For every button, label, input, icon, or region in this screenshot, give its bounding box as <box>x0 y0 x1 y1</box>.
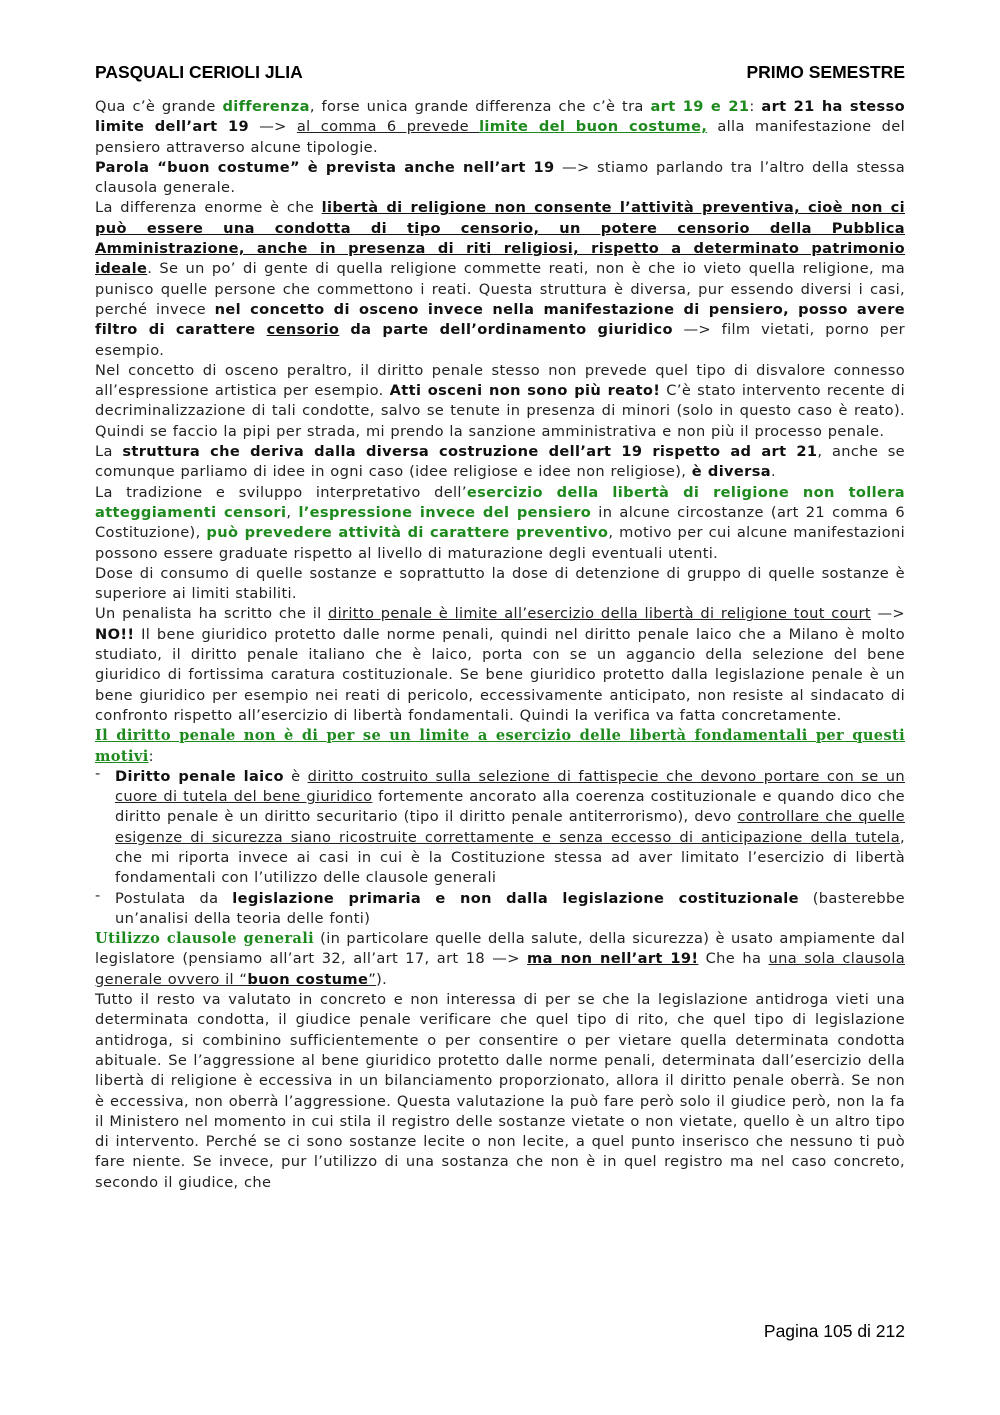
page-body <box>95 97 905 1193</box>
text: (in particolare quelle della salute, della sicurezza) è usato ampiamente dal legislatore (pensiamo all’art 32, all’art 17, art 18 —> <box>95 930 905 968</box>
highlight-text: limite del buon costume, <box>479 118 708 136</box>
text: Che ha <box>698 950 769 968</box>
highlight-text: art 19 e 21 <box>650 98 750 115</box>
paragraph-2 <box>95 158 905 199</box>
paragraph-10 <box>95 929 905 990</box>
text: La tradizione e sviluppo interpretativo dell’ <box>95 483 467 501</box>
text: C’è stato intervento recente di decriminalizzazione di tali condotte, salvo se tenute in presenza di minori (solo in questo caso è reato). Quindi se faccio la pipi per strada, mi prendo la sanzione amministrativa e non più il processo penale. <box>95 382 905 440</box>
section-heading: Il diritto penale non è di per se un limite a esercizio delle libertà fondamentali per questi motivi <box>95 727 905 765</box>
bold-text: da parte dell’ordinamento giuridico <box>339 321 673 339</box>
text: Qua c’è grande <box>95 98 223 115</box>
text: —> film vietati, porno per esempio. <box>95 321 905 359</box>
bold-text: nel concetto di osceno invece nella manifestazione di pensiero, posso avere filtro di carattere <box>95 300 905 339</box>
text: , motivo per cui alcune manifestazioni possono essere graduate rispetto al livello di maturazione degli eventuali utenti. <box>95 524 905 562</box>
header-author: PASQUALI CERIOLI JLIA <box>95 62 303 82</box>
text: —> stiamo parlando tra l’altro della stessa clausola generale. <box>95 158 905 197</box>
header-semester: PRIMO SEMESTRE <box>746 62 905 82</box>
paragraph-6 <box>95 483 905 564</box>
text: Postulata da <box>115 889 233 907</box>
highlight-text: differenza <box>222 98 310 115</box>
underlined-text: una sola clausola generale ovvero il “ <box>95 950 906 988</box>
text: La <box>95 443 123 461</box>
text: ). <box>376 970 388 988</box>
highlight-text: può prevedere attività di carattere preventivo <box>206 524 609 542</box>
text: alla manifestazione del pensiero attraverso alcune tipologie. <box>95 118 905 156</box>
bold-text: Diritto penale laico <box>115 767 284 785</box>
underlined-text: ” <box>368 970 377 988</box>
text: , <box>286 503 299 521</box>
bold-underlined-text: libertà di religione non consente l’attività preventiva, cioè non ci può essere una condotta di tipo censorio, un potere censorio della Pubblica Amministrazione, anche in presenza di riti religiosi, rispetto a determinato patrimonio ideale <box>95 199 905 278</box>
text: in alcune circostanze (art 21 comma 6 Costituzione), <box>95 503 905 542</box>
underlined-text: diritto penale è limite all’esercizio della libertà di religione tout court <box>328 605 871 623</box>
list-item <box>95 764 906 889</box>
bold-text: struttura che deriva dalla diversa costruzione dell’art 19 rispetto ad art 21 <box>122 443 818 461</box>
paragraph-3 <box>95 198 905 360</box>
dash-list <box>95 764 906 929</box>
text: La differenza enorme è che <box>95 199 322 217</box>
bold-text: legislazione primaria e non dalla legislazione costituzionale <box>232 889 799 907</box>
text: Il bene giuridico protetto dalle norme penali, quindi nel diritto penale laico che a Milano è molto studiato, il diritto penale italiano che è laico, porta con se un aggancio della selezione del bene giuridico di fortissima caratura costituzionale. Se bene giuridico protetto dalla legislazione penale è un bene giuridico per esempio nei reati di pericolo, eccessivamente anticipato, non resiste al sindacato di confronto rispetto all’esercizio di libertà fondamentali. Quindi la verifica va fatta concretamente. <box>95 625 905 724</box>
bold-text: è diversa <box>691 463 771 481</box>
underlined-text: al comma 6 prevede <box>296 118 480 136</box>
text: è <box>283 767 308 785</box>
paragraph-4 <box>95 361 905 442</box>
list-item <box>95 886 905 930</box>
paragraph-1 <box>95 97 905 158</box>
text: : <box>148 747 154 765</box>
paragraph-5 <box>95 442 905 483</box>
text: , anche se comunque parliamo di idee in ogni caso (idee religiose e idee non religiose), <box>95 443 905 481</box>
page-header <box>95 62 905 86</box>
paragraph-9 <box>95 726 905 767</box>
dash-marker: - <box>95 764 101 782</box>
text: . <box>770 463 776 481</box>
bold-text: Parola “buon costume” è prevista anche nell’art 19 <box>95 158 555 176</box>
paragraph-7: Dose di consumo di quelle sostanze e soprattutto la dose di detenzione di gruppo di quelle sostanze è superiore ai limiti stabiliti. <box>95 564 905 603</box>
bold-underlined-text: buon costume <box>247 970 369 988</box>
bold-text: NO!! <box>95 625 135 643</box>
text: fortemente ancorato alla coerenza costituzionale e quando dico che diritto penale è un diritto securitario (tipo il diritto penale antiterrorismo), devo <box>115 788 906 826</box>
text: Nel concetto di osceno peraltro, il diritto penale stesso non prevede quel tipo di disvalore connesso all’espressione artistica per esempio. <box>95 361 905 400</box>
highlight-text: l’espressione invece del pensiero <box>298 503 592 521</box>
bold-underlined-text: censorio <box>266 321 340 339</box>
bold-text: Atti osceni non sono più reato! <box>389 382 661 400</box>
text: . Se un po’ di gente di quella religione commette reati, non è che io vieto quella religione, ma punisco quelle persone che commettono i reati. Questa struttura è diversa, pur essendo diversi i casi, perché invece <box>95 260 905 318</box>
text: —> <box>249 118 297 136</box>
bold-underlined-text: ma non nell’art 19! <box>527 950 699 968</box>
dash-marker: - <box>95 886 101 904</box>
text: (basterebbe un’analisi della teoria delle fonti) <box>115 889 905 927</box>
text: , che mi riporta invece ai casi in cui è la Costituzione stessa ad aver limitato l’esercizio di libertà fondamentali con l’utilizzo delle clausole generali <box>115 828 905 887</box>
page-number: Pagina 105 di 212 <box>763 1321 905 1341</box>
paragraph-11: Tutto il resto va valutato in concreto e non interessa di per se che la legislazione antidroga vieti una determinata condotta, il giudice penale verificare che quel tipo di rito, che quel tipo di legislazione antidroga, si combinino sufficientemente o per consentire o per vietare quella determinata condotta abituale. Se l’aggressione al bene giuridico protetto dalle norme penali, determinata dall’esercizio della libertà di religione è eccessiva in un bilanciamento proporzionato, allora il diritto penale oberrà. Se non è eccessiva, non oberrà l’aggressione. Questa valutazione la può fare però solo il giudice però, non la fa il Ministero nel momento in cui stila il registro delle sostanze vietate o non vietate, quello è un altro tipo di intervento. Perché se ci sono sostanze lecite o non lecite, a quel punto inserisco che nessuno ti può fare niente. Se invece, pur l’utilizzo di una sostanza che non è in quel registro ma nel caso concreto, secondo il giudice, che <box>95 991 905 1191</box>
paragraph-8 <box>95 604 905 726</box>
text: , forse unica grande differenza che c’è tra <box>309 98 651 115</box>
text: : <box>749 98 762 115</box>
text: Un penalista ha scritto che il <box>95 605 329 623</box>
highlight-text: esercizio della libertà di religione non tollera atteggiamenti censori <box>95 483 905 521</box>
text: —> <box>870 605 905 623</box>
bold-text: art 21 ha stesso limite dell’art 19 <box>95 98 905 136</box>
highlight-text: Utilizzo clausole generali <box>95 930 314 948</box>
underlined-text: diritto costruito sulla selezione di fattispecie che devono portare con se un cuore di tutela del bene giuridico <box>115 767 905 806</box>
underlined-text: controllare che quelle esigenze di sicurezza siano ricostruite correttamente e senza eccesso di anticipazione della tutela <box>115 808 905 846</box>
